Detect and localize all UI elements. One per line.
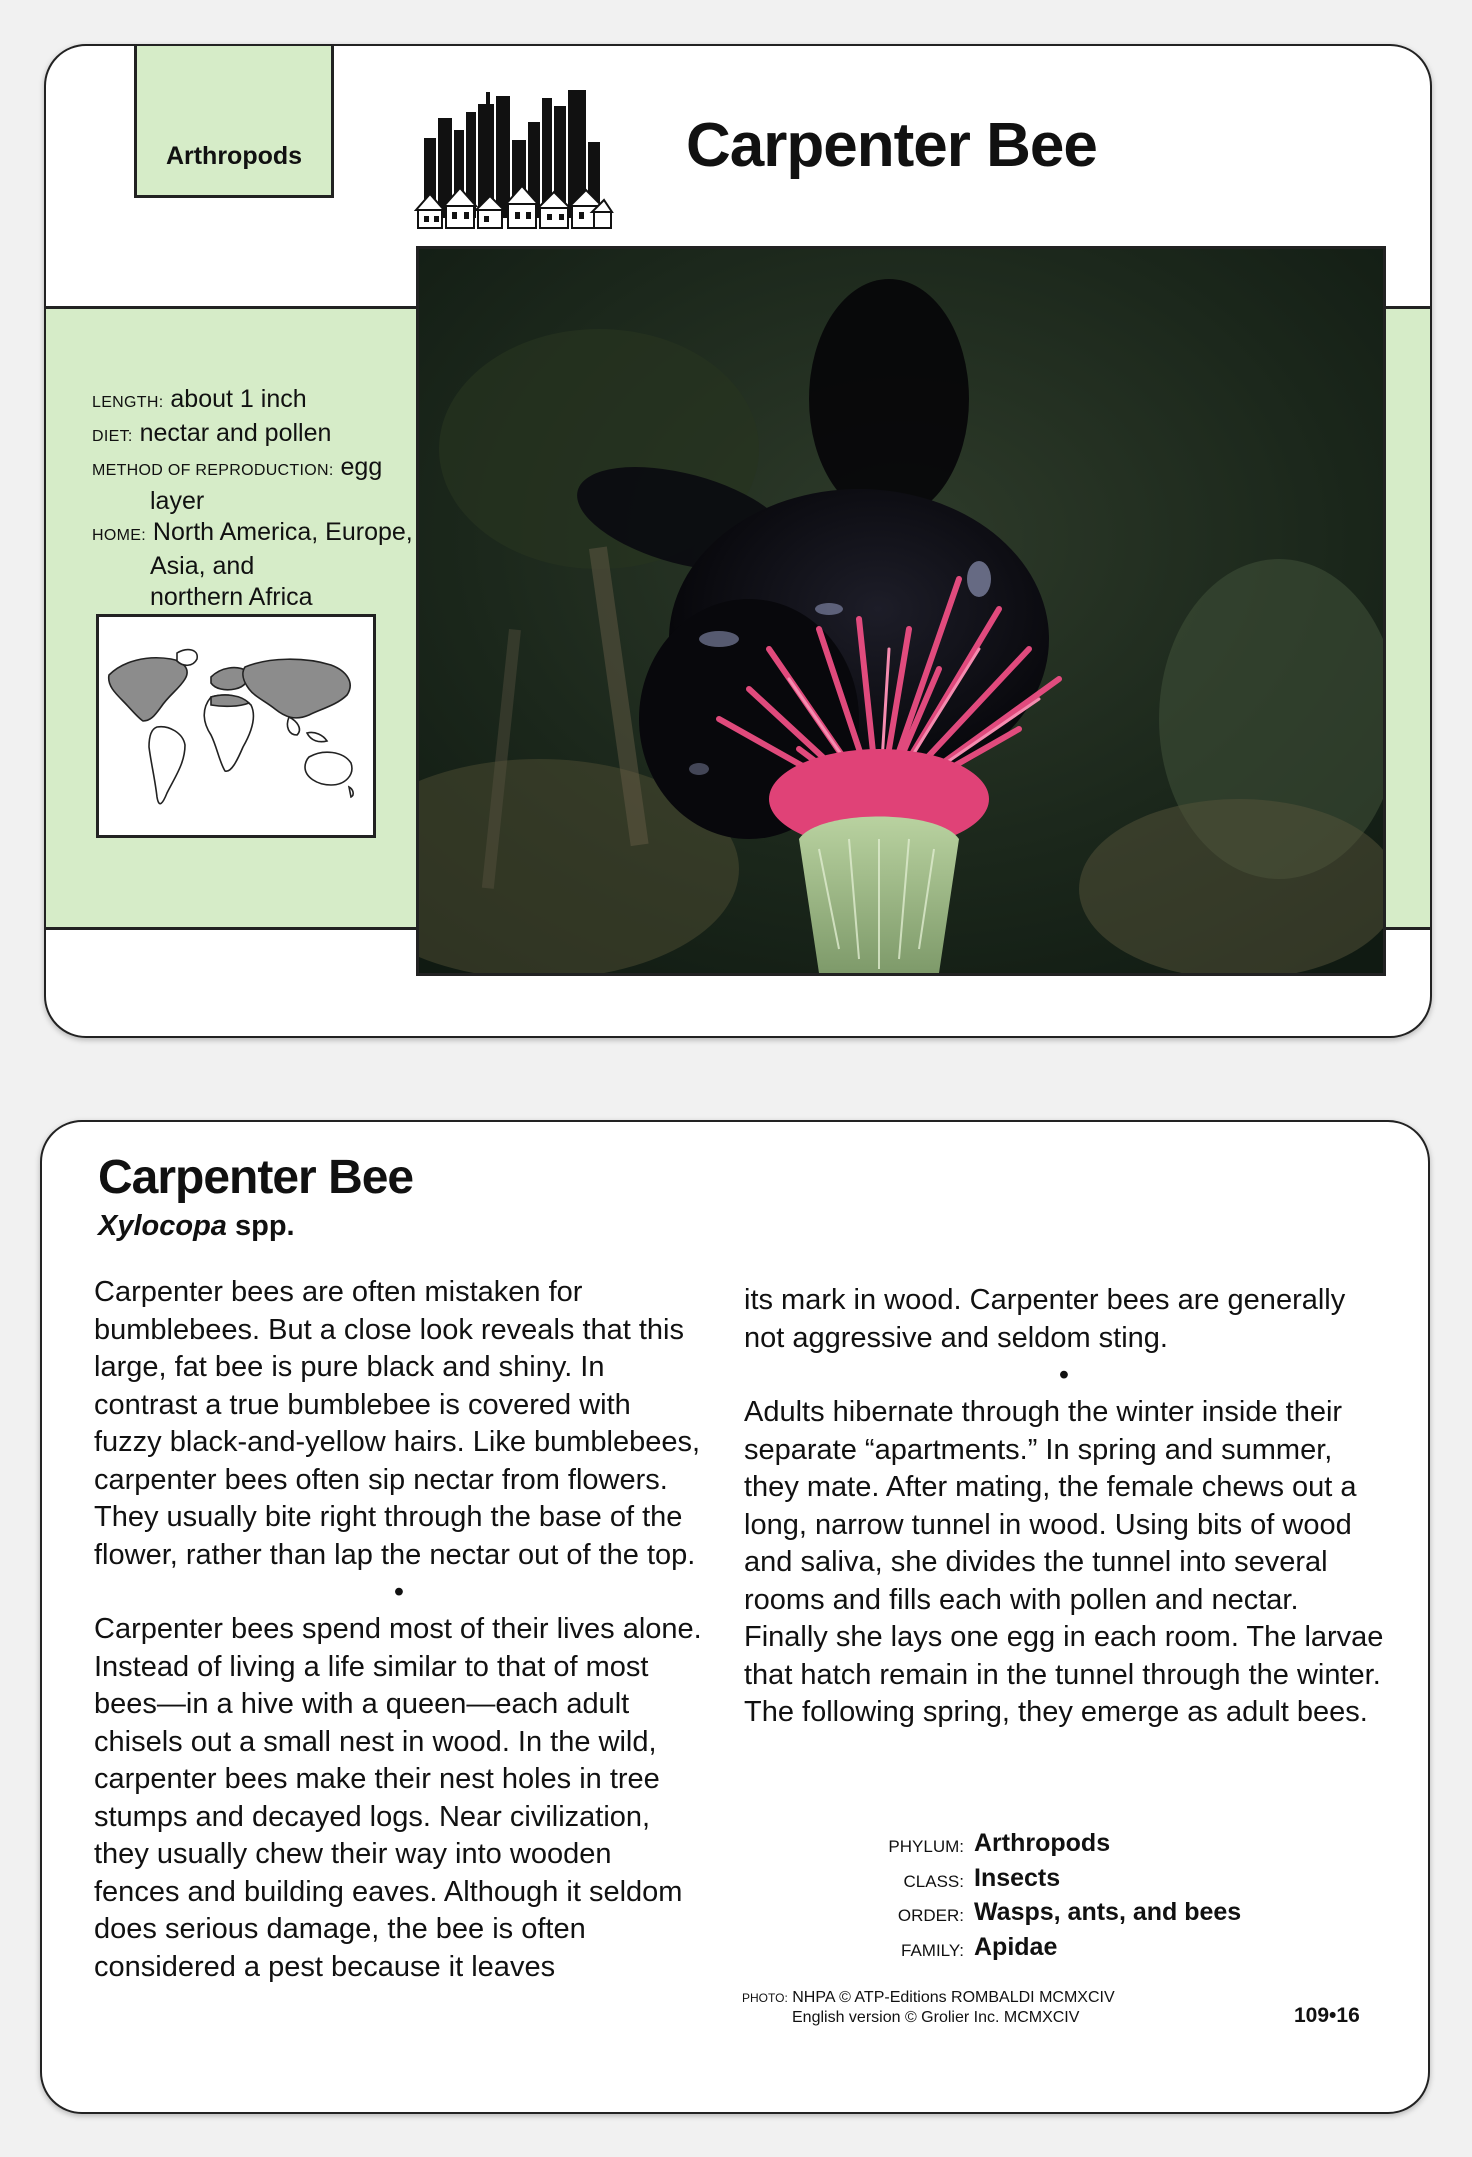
text-column-left xyxy=(94,1274,704,1986)
paragraph-4: Adults hibernate through the winter inside their separate “apartments.” In spring and summer, they mate. After mating, the female chews out a long, narrow tunnel in wood. Using bits of wood and saliva, she divides the tunnel into several rooms and fills each with pollen and nectar. Finally she lays one egg in each room. The larvae that hatch remain in the tunnel through the winter. The following spring, they emerge as adult bees. xyxy=(744,1396,1384,1728)
carpenter-bee-on-thistle-photo xyxy=(416,246,1386,976)
photo-credit-label: PHOTO: xyxy=(742,1991,788,2005)
fact-reproduction-label: METHOD OF REPRODUCTION: xyxy=(92,462,334,479)
world-map-icon xyxy=(99,617,373,835)
taxonomy-class xyxy=(882,1863,1241,1898)
fact-diet-value: nectar and pollen xyxy=(139,419,332,447)
card-title: Carpenter Bee xyxy=(686,111,1097,180)
taxonomy-class-label: CLASS: xyxy=(903,1871,964,1891)
fact-home-value-cont-1: Asia, and xyxy=(150,552,255,580)
fact-list xyxy=(92,384,432,613)
city-skyline-icon xyxy=(414,82,614,232)
card-front xyxy=(44,44,1432,1038)
taxonomy-order-value: Wasps, ants, and bees xyxy=(974,1898,1242,1926)
taxonomy-family xyxy=(882,1932,1241,1967)
fact-home-label: HOME: xyxy=(92,527,146,544)
scientific-name xyxy=(98,1210,295,1243)
text-column-right xyxy=(744,1282,1384,1732)
fact-home-value-cont-2: northern Africa xyxy=(150,583,313,611)
fact-home xyxy=(92,517,432,613)
paragraph-2: Carpenter bees spend most of their lives alone. Instead of living a life similar to that of most bees—in a hive with a queen—each adult chisels out a small nest in wood. In the wild, carpenter bees make their nest holes in tree stumps and decayed logs. Near civilization, they usually chew their way into wooden fences and building eaves. Although it seldom does serious damage, the bee is often considered a pest because it leaves xyxy=(94,1613,702,1983)
taxonomy-order-label: ORDER: xyxy=(897,1906,964,1925)
fact-length xyxy=(92,384,432,418)
taxonomy-family-value: Apidae xyxy=(974,1932,1058,1961)
genus-name: Xylocopa xyxy=(98,1210,227,1242)
paragraph-1: Carpenter bees are often mistaken for bumblebees. But a close look reveals that this large, fat bee is pure black and shiny. In contrast a true bumblebee is covered with fuzzy black-and-yellow hairs. Like bumblebees, carpenter bees often sip nectar from flowers. They usually bite right through the base of the flower, rather than lap the nectar out of the top. xyxy=(94,1276,701,1571)
taxonomy-phylum-value: Arthropods xyxy=(974,1829,1111,1857)
range-map xyxy=(96,614,376,838)
fact-diet xyxy=(92,418,432,452)
taxonomy-phylum xyxy=(882,1828,1241,1863)
paragraph-separator: • xyxy=(1058,1359,1070,1391)
species-suffix: spp. xyxy=(226,1210,295,1242)
bee-photo-illustration xyxy=(419,249,1383,973)
taxonomy-order xyxy=(882,1897,1241,1932)
fact-reproduction-value: egg xyxy=(340,453,383,481)
taxonomy-phylum-label: PHYLUM: xyxy=(888,1837,964,1856)
photo-credits xyxy=(742,1988,1115,2028)
category-label: Arthropods xyxy=(165,142,303,170)
photo-credit-line-2: English version © Grolier Inc. MCMXCIV xyxy=(792,2009,1080,2026)
category-box xyxy=(134,44,334,198)
card-back xyxy=(40,1120,1430,2114)
photo-credit-line-1: NHPA © ATP-Editions ROMBALDI MCMXCIV xyxy=(792,1989,1115,2006)
fact-reproduction xyxy=(92,452,432,517)
paragraph-3: its mark in wood. Carpenter bees are generally not aggressive and seldom sting. xyxy=(744,1284,1346,1354)
taxonomy-table xyxy=(882,1828,1241,1966)
fact-diet-label: DIET: xyxy=(92,428,133,445)
taxonomy-class-value: Insects xyxy=(974,1863,1061,1892)
paragraph-separator: • xyxy=(393,1576,405,1608)
card-number: 109•16 xyxy=(1294,2004,1360,2027)
fact-home-value: North America, Europe, xyxy=(152,518,413,546)
back-title: Carpenter Bee xyxy=(98,1151,414,1204)
fact-reproduction-value-cont: layer xyxy=(150,487,205,515)
fact-length-value: about 1 inch xyxy=(170,385,307,413)
fact-length-label: LENGTH: xyxy=(92,394,164,411)
taxonomy-family-label: FAMILY: xyxy=(901,1940,964,1960)
